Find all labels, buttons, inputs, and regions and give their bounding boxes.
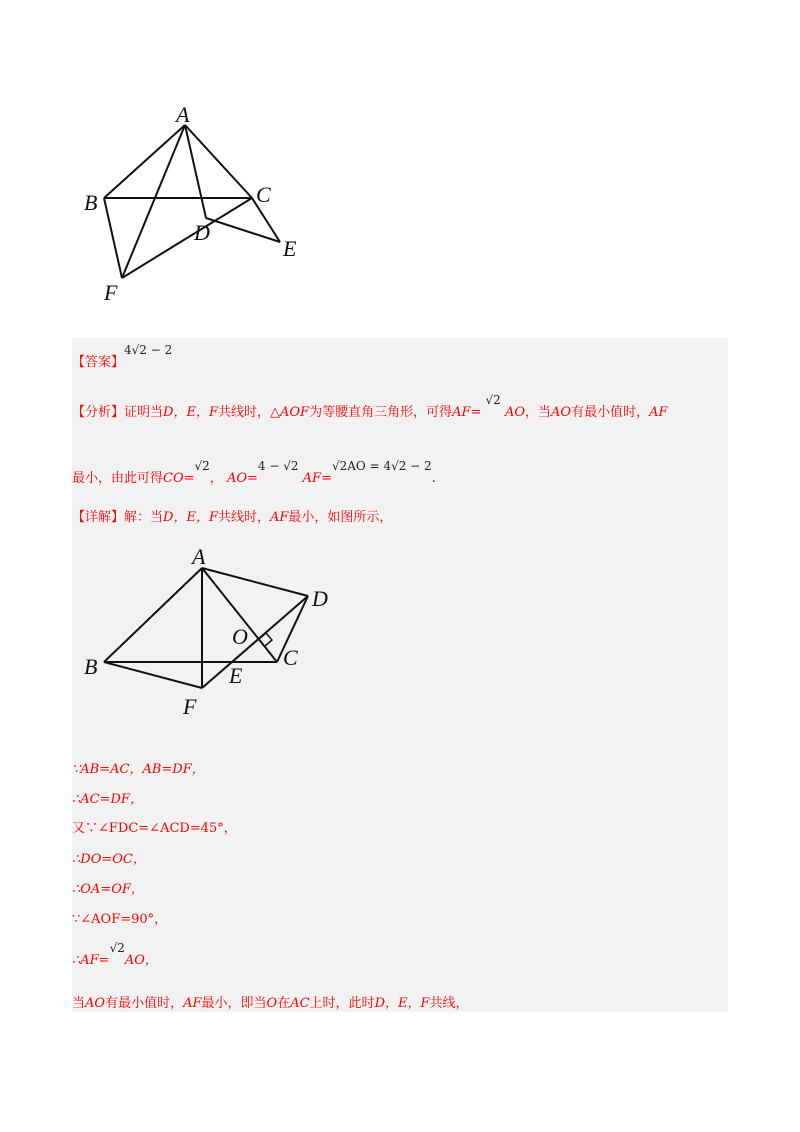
analysis-line-2	[72, 459, 436, 489]
segment2-ad	[202, 568, 308, 596]
analysis-l2-af: AF=	[302, 471, 332, 486]
analysis-l2-af-value: √2AO = 4√2 − 2	[331, 459, 432, 473]
analysis-line-1	[72, 393, 668, 423]
step-1	[72, 760, 205, 780]
analysis-l2-text: 最小，由此可得	[72, 471, 164, 486]
analysis-text-3: 为等腰直角三角形，可得	[309, 405, 453, 420]
analysis-text-2: 共线时，	[217, 405, 270, 420]
segment2-ab	[104, 568, 202, 662]
label-d: D	[194, 220, 210, 245]
step-7-text-a: ∴AF=	[72, 953, 110, 968]
step-7	[72, 941, 158, 971]
segment-ad	[185, 125, 206, 218]
label-e: E	[283, 236, 297, 261]
analysis-var-5: AO	[551, 405, 572, 420]
step-2-text: ∴AC=DF，	[72, 792, 143, 807]
analysis-text-5: 有最小值时，	[571, 405, 650, 420]
figure-2-diagram	[78, 538, 348, 720]
analysis-l2-co: CO=	[163, 471, 195, 486]
step-8-v5: D，E，F	[374, 996, 430, 1011]
analysis-var-4: AO	[504, 405, 525, 420]
step-8-v1: AO	[85, 996, 106, 1011]
step-2	[72, 790, 143, 810]
step-8-a: 当	[72, 996, 86, 1011]
label2-b: B	[84, 654, 98, 679]
step-7-text-b: AO，	[124, 953, 158, 968]
step-8-b: 有最小值时，	[105, 996, 184, 1011]
analysis-var-1: D，E，F	[163, 405, 218, 420]
triangle-symbol: △	[269, 405, 280, 420]
label2-o: O	[232, 624, 248, 649]
analysis-l2-end: .	[431, 471, 436, 486]
segment-ac	[185, 125, 252, 198]
step-8	[72, 994, 469, 1014]
analysis-var-6: AF	[649, 405, 668, 420]
step-3	[72, 819, 237, 839]
label2-d: D	[312, 586, 328, 611]
step-8-v3: O	[266, 996, 278, 1011]
segment-de	[206, 218, 280, 242]
step-8-c: 最小，即当	[201, 996, 267, 1011]
step-6	[72, 910, 167, 930]
step-8-v2: AF	[183, 996, 202, 1011]
segment-bf	[104, 198, 122, 278]
step-4-text: ∴DO=OC，	[72, 852, 146, 867]
label2-f: F	[183, 694, 197, 719]
analysis-var-2: AOF	[279, 405, 310, 420]
label-a: A	[176, 102, 190, 127]
label-c: C	[256, 182, 271, 207]
detail-text-1: 解：当	[124, 510, 164, 525]
analysis-text-4: ，当	[525, 405, 552, 420]
answer-line	[72, 343, 173, 373]
detail-var-1: D，E，F	[163, 510, 218, 525]
analysis-sqrt: √2	[485, 393, 501, 407]
answer-value: 4√2 − 2	[124, 343, 173, 357]
segment-fc	[122, 198, 252, 278]
step-5	[72, 880, 144, 900]
label2-e: E	[229, 663, 243, 688]
step-8-v4: AC	[290, 996, 310, 1011]
step-6-text: ∵∠AOF=90°，	[72, 912, 168, 927]
detail-tag: 【详解】	[72, 510, 125, 525]
analysis-tag: 【分析】	[72, 405, 125, 420]
step-1-text: ∵AB=AC，AB=DF，	[72, 762, 205, 777]
step-8-e: 上时，此时	[309, 996, 375, 1011]
label2-a: A	[192, 544, 206, 569]
label2-c: C	[283, 645, 298, 670]
segment2-fd	[202, 596, 308, 688]
analysis-l2-sep: ，	[209, 471, 223, 486]
segment2-bf	[104, 662, 202, 688]
step-3-text: 又∵∠FDC=∠ACD=45°，	[72, 821, 237, 836]
detail-text-2: 共线时，	[217, 510, 270, 525]
step-7-sqrt: √2	[109, 941, 125, 955]
detail-text-3: 最小，如图所示，	[288, 510, 393, 525]
figure-1-diagram	[72, 100, 332, 305]
label-f: F	[104, 280, 118, 305]
step-5-text: ∴OA=OF，	[72, 882, 144, 897]
analysis-l2-sqrt: √2	[194, 459, 210, 473]
segment-af	[122, 125, 185, 278]
label-b: B	[84, 190, 98, 215]
analysis-l2-ao: AO=	[226, 471, 258, 486]
step-8-f: 共线，	[429, 996, 469, 1011]
detail-var-2: AF	[269, 510, 289, 525]
analysis-var-3: AF=	[452, 405, 482, 420]
detail-line	[72, 508, 392, 528]
analysis-text-1: 证明当	[124, 405, 164, 420]
step-4	[72, 850, 146, 870]
segment-ab	[104, 125, 185, 198]
step-8-d: 在	[277, 996, 291, 1011]
analysis-l2-ao-value: 4 − √2	[257, 459, 299, 473]
answer-tag: 【答案】	[72, 355, 125, 370]
right-angle-mark	[259, 633, 272, 646]
